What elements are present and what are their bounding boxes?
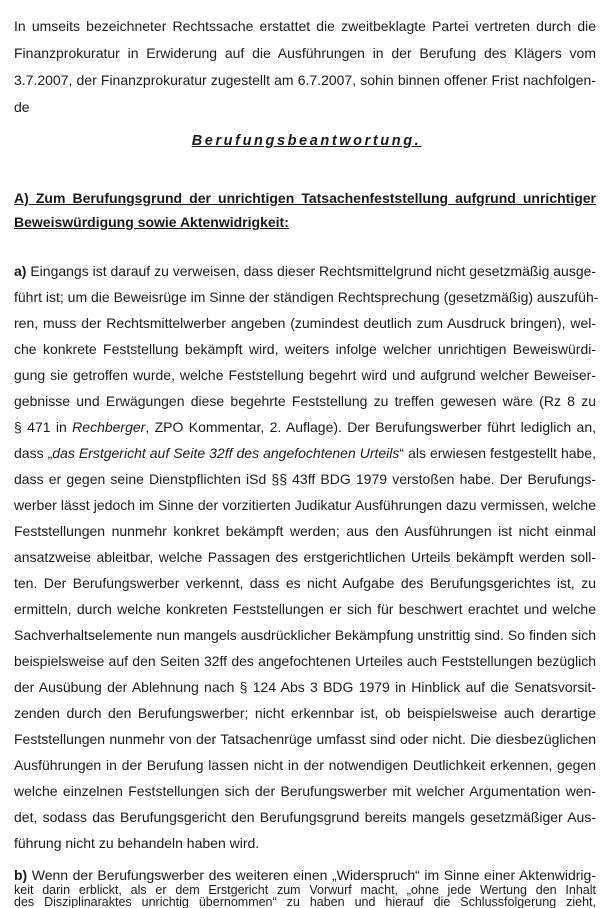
para-a-line-7-pre: § 471 in [14, 419, 73, 435]
intro-line-2: Finanzprokuratur in Erwiderung auf die Ausführungen in der Berufung des Klägers vom [14, 45, 596, 61]
intro-line-1: In umseits bezeichneter Rechtssache erstattet die zweitbeklagte Partei vertreten durch die [14, 18, 596, 34]
para-a-line-13: ten. Der Berufungswerber verkennt, dass es nicht Aufgabe des Berufungsgerichtes ist, zu [14, 575, 596, 591]
para-b-line-1 [14, 868, 596, 882]
para-a-line-20: Ausführungen in der Berufung lassen nicht in der notwendigen Deutlichkeit erkennen, gegen [14, 757, 596, 773]
para-a-line-5: gung sie getroffen wurde, welche Feststellung begehrt wird und aufgrund welcher Beweiser- [14, 367, 596, 383]
para-a-line-16: beispielsweise auf den Seiten 32ff des angefochtenen Urteiles auch Feststellungen bezüglich [14, 653, 596, 669]
para-b-label: b) [14, 867, 28, 883]
para-a-line-8-pre: dass „ [14, 445, 53, 461]
intro-line-4: de [14, 99, 30, 115]
para-a-line-7 [14, 419, 596, 435]
para-a-line-14: ermitteln, durch welche konkreten Feststellungen er sich für beschwert erachtet und welche [14, 601, 596, 617]
para-a-line-10: werber lässt jedoch im Sinne der vorzitierten Judikatur Ausführungen dazu vermissen, welche [14, 497, 596, 513]
para-a-line-22: det, sodass das Berufungsgericht den Berufungsgrund bereits mangels gesetzmäßiger Aus- [14, 809, 596, 825]
document-title: Berufungsbeantwortung. [191, 133, 422, 149]
para-a-line-2: führt ist; um die Beweisrüge im Sinne der ständigen Rechtsprechung (gesetzmäßig) auszufüh- [14, 289, 599, 305]
para-a-line-9: dass er gegen seine Dienstpflichten iSd §§ 43ff BDG 1979 verstoßen habe. Der Berufungs- [14, 471, 596, 487]
para-b-line-1-text: Wenn der Berufungswerber des weiteren einen „Widerspruch“ im Sinne einer Aktenwidrig- [27, 867, 596, 883]
para-a-line-1 [14, 263, 596, 279]
para-a-line-1-text: Eingangs ist darauf zu verweisen, dass dieser Rechtsmittelgrund nicht gesetzmäßig ausge- [26, 263, 597, 279]
para-b-line-3: des Disziplinaraktes unrichtig übernommen“ zu haben und hierauf die Schlussfolgerung zieht, [14, 896, 596, 908]
para-b-line-2: keit darin erblickt, als er dem Erstgericht zum Vorwurf macht, „ohne jede Wertung den Inhalt [14, 883, 596, 897]
para-a-line-11: Feststellungen nunmehr konkret bekämpft werden; aus den Ausführungen ist nicht einmal [14, 523, 596, 539]
para-a-quote: das Erstgericht auf Seite 32ff des angefochtenen Urteils [52, 445, 400, 461]
intro-line-3: 3.7.2007, der Finanzprokuratur zugestellt am 6.7.2007, sohin binnen offener Frist nachfolgen- [14, 72, 596, 88]
para-a-line-19: Feststellungen nunmehr von der Tatsachenrüge umfasst sind oder nicht. Die diesbezüglichen [14, 731, 596, 747]
para-a-label: a) [14, 263, 27, 279]
para-a-line-3: ren, muss der Rechtsmittelwerber angeben (zumindest deutlich zum Ausdruck bringen), wel- [14, 315, 596, 331]
para-a-line-8 [14, 445, 596, 461]
para-a-line-17: der Ausübung der Ablehnung nach § 124 Abs 3 BDG 1979 in Hinblick auf die Senatsvorsit- [14, 679, 596, 695]
para-a-line-15: Sachverhaltselemente nun mangels ausdrücklicher Bekämpfung unstrittig sind. So finden sich [14, 627, 596, 643]
para-a-line-8-post: “ als erwiesen festgestellt habe, [399, 445, 596, 461]
para-a-line-23: führung nicht zu behandeln haben wird. [14, 835, 260, 851]
section-a-heading-line-1: A) Zum Berufungsgrund der unrichtigen Tatsachenfeststellung aufgrund unrichtiger [14, 190, 596, 206]
section-a-heading-line-2: Beweiswürdigung sowie Aktenwidrigkeit: [14, 214, 289, 230]
para-a-citation-author: Rechberger [72, 419, 146, 435]
para-a-line-21: welche einzelnen Feststellungen sich der Berufungswerber mit welcher Argumentation wen- [14, 783, 596, 799]
para-a-line-6: gebnisse und Erwägungen diese begehrte Feststellung zu treffen gewesen wäre (Rz 8 zu [14, 393, 596, 409]
para-a-line-18: zenden durch den Berufungswerber; nicht erkennbar ist, ob beispielsweise auch derartige [14, 705, 596, 721]
para-a-line-4: che konkrete Feststellung bekämpft wird, weiters infolge welcher unrichtigen Beweiswürdi- [14, 341, 596, 357]
para-a-line-7-post: , ZPO Kommentar, 2. Auflage). Der Berufungswerber führt lediglich an, [145, 419, 596, 435]
para-a-line-12: ansatzweise ableitbar, welche Passagen des erstgerichtlichen Urteils bekämpft werden soll- [14, 549, 596, 565]
